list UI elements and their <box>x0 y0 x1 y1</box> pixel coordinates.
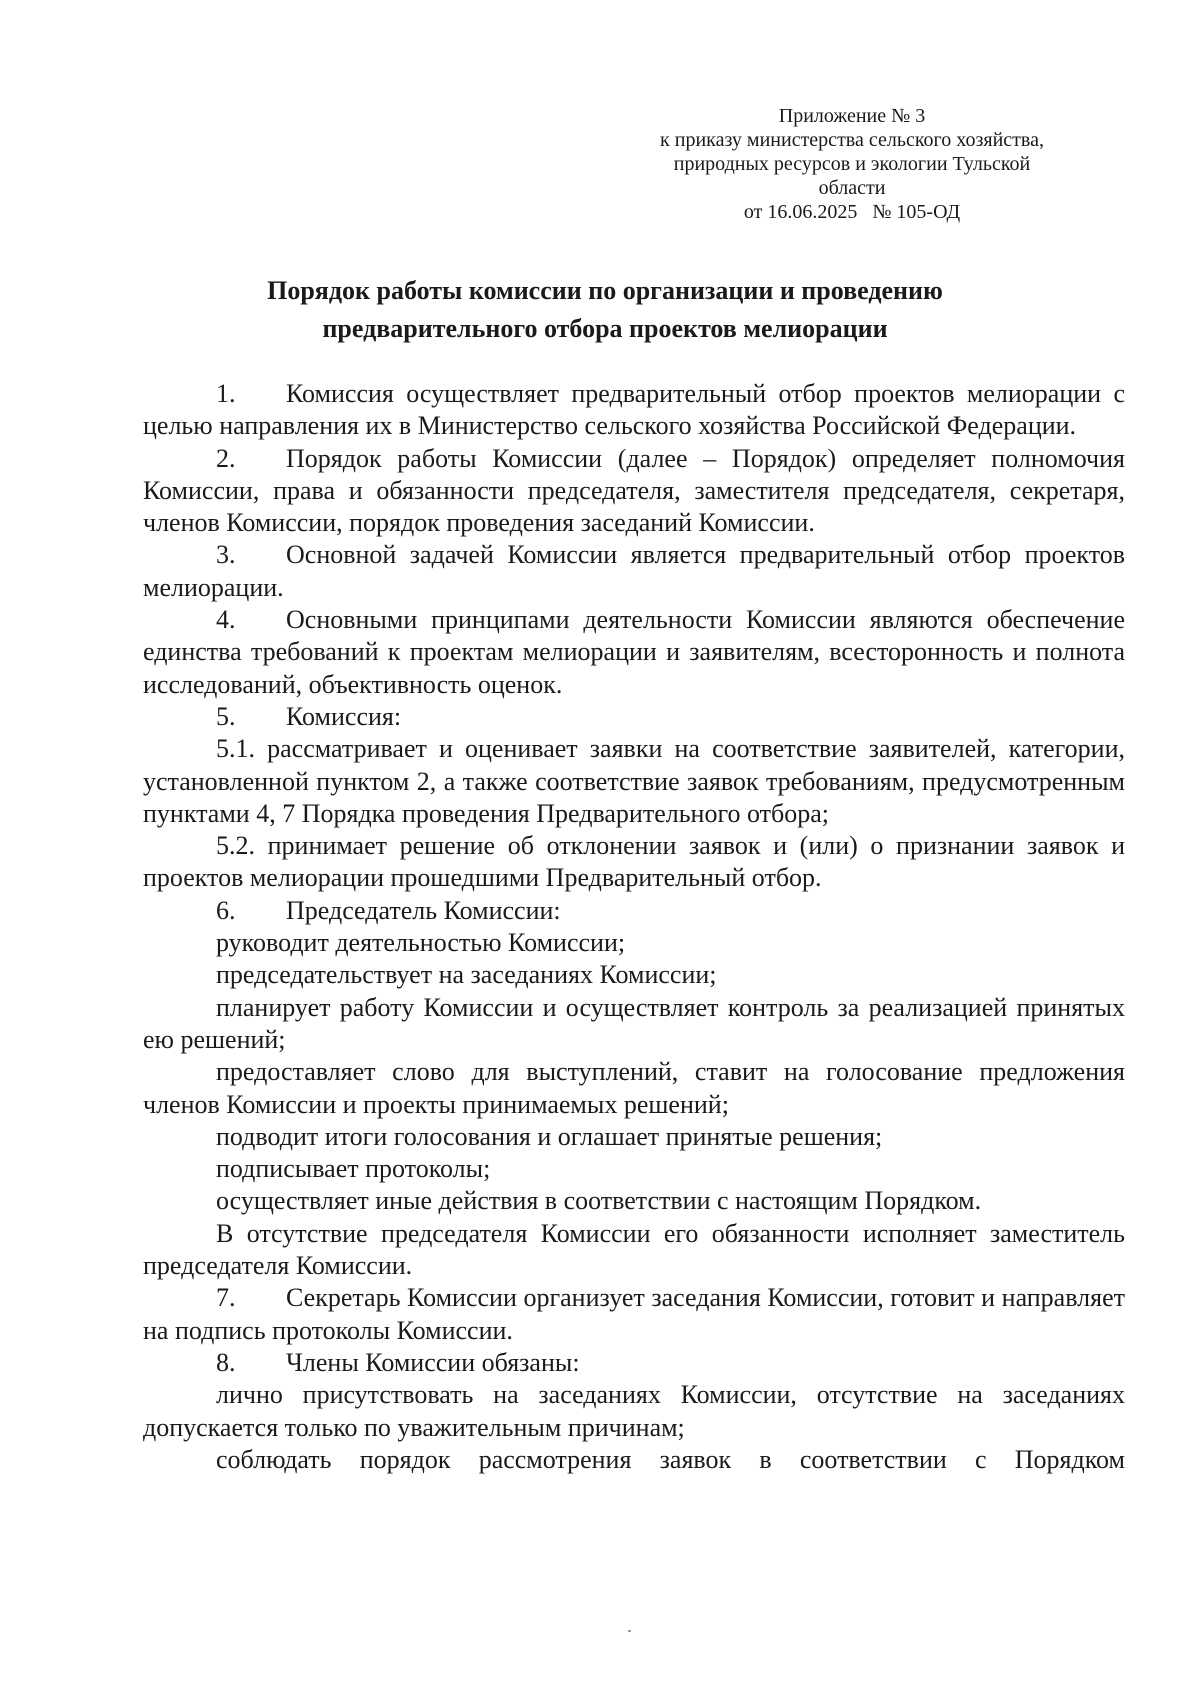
member-duty-2 <box>143 1444 1125 1476</box>
chairman-duty-2 <box>143 959 1125 991</box>
appendix-header <box>612 104 1092 224</box>
document-title <box>150 272 1060 348</box>
paragraph-number: 7. <box>216 1283 236 1313</box>
paragraph-text: предоставляет слово для выступлений, ставит на голосование предложения членов Комиссии и проекты принимаемых решений; <box>143 1057 1125 1119</box>
paragraph-text: 5.2. принимает решение об отклонении заявок и (или) о признании заявок и проектов мелиорации прошедшими Предварительный отбор. <box>143 831 1125 893</box>
paragraph-number: 6. <box>216 895 236 925</box>
paragraph-7 <box>143 1282 1125 1347</box>
paragraph-text: Основной задачей Комиссии является предварительный отбор проектов мелиорации. <box>143 540 1125 602</box>
paragraph-1 <box>143 378 1125 443</box>
paragraph-number: 8. <box>216 1347 236 1377</box>
scan-artifact <box>628 1630 631 1632</box>
paragraph-text: 5.1. рассматривает и оценивает заявки на соответствие заявителей, категории, установленной пунктом 2, а также соответствие заявок требованиям, предусмотренным пунктами 4, 7 Порядка проведения Предварительного отбора; <box>143 734 1125 828</box>
chairman-duty-4 <box>143 1056 1125 1121</box>
paragraph-2 <box>143 443 1125 540</box>
appendix-ministry-line: природных ресурсов и экологии Тульской <box>673 153 1031 175</box>
title-line-1: Порядок работы комиссии по организации и проведению <box>267 276 943 305</box>
paragraph-number: 3. <box>216 540 236 570</box>
paragraph-number: 5. <box>216 701 236 731</box>
paragraph-text: Председатель Комиссии: <box>286 895 561 925</box>
paragraph-4 <box>143 604 1125 701</box>
paragraph-text: руководит деятельностью Комиссии; <box>216 928 626 958</box>
paragraph-text: Основными принципами деятельности Комиссии являются обеспечение единства требований к проектам мелиорации и заявителям, всесторонность и полнота исследований, объективность оценок. <box>143 605 1125 699</box>
chairman-duty-6 <box>143 1153 1125 1185</box>
paragraph-text: Комиссия осуществляет предварительный отбор проектов мелиорации с целью направления их в Министерство сельского хозяйства Российской Федерации. <box>143 379 1125 441</box>
paragraph-text: подписывает протоколы; <box>216 1154 491 1184</box>
paragraph-text: Члены Комиссии обязаны: <box>286 1347 580 1377</box>
paragraph-5-1 <box>143 733 1125 830</box>
paragraph-text: председательствует на заседаниях Комиссии; <box>216 960 717 990</box>
paragraph-8 <box>143 1347 1125 1379</box>
paragraph-text: Порядок работы Комиссии (далее – Порядок) определяет полномочия Комиссии, права и обязанности председателя, заместителя председателя, секретаря, членов Комиссии, порядок проведения заседаний Комиссии. <box>143 443 1125 538</box>
paragraph-number: 2. <box>216 443 236 473</box>
paragraph-5 <box>143 701 1125 733</box>
paragraph-text: подводит итоги голосования и оглашает принятые решения; <box>216 1121 883 1151</box>
appendix-number: Приложение № 3 <box>778 105 926 127</box>
paragraph-text: В отсутствие председателя Комиссии его обязанности исполняет заместитель председателя Комиссии. <box>143 1218 1125 1281</box>
appendix-order-line: к приказу министерства сельского хозяйства, <box>660 129 1044 151</box>
paragraph-number: 4. <box>216 605 236 635</box>
chairman-duty-1 <box>143 927 1125 959</box>
paragraph-text: планирует работу Комиссии и осуществляет контроль за реализацией принятых ею решений; <box>143 992 1125 1054</box>
title-line-2: предварительного отбора проектов мелиорации <box>322 314 888 343</box>
paragraph-text: Комиссия: <box>286 701 402 731</box>
paragraph-text: лично присутствовать на заседаниях Комиссии, отсутствие на заседаниях допускается только по уважительным причинам; <box>143 1380 1125 1442</box>
chairman-duty-5 <box>143 1121 1125 1153</box>
paragraph-text: осуществляет иные действия в соответствии с настоящим Порядком. <box>216 1186 982 1216</box>
appendix-region-line: области <box>818 177 886 199</box>
paragraph-text: Секретарь Комиссии организует заседания Комиссии, готовит и направляет на подпись протоколы Комиссии. <box>143 1283 1125 1345</box>
chairman-absence <box>143 1218 1125 1283</box>
chairman-duty-7 <box>143 1185 1125 1217</box>
chairman-duty-3 <box>143 992 1125 1057</box>
paragraph-3 <box>143 539 1125 604</box>
paragraph-number: 1. <box>216 379 236 408</box>
paragraph-6 <box>143 895 1125 927</box>
appendix-date-line: от 16.06.2025 № 105-ОД <box>743 201 961 223</box>
document-body <box>143 378 1125 1476</box>
member-duty-1 <box>143 1379 1125 1444</box>
paragraph-5-2 <box>143 830 1125 895</box>
paragraph-text: соблюдать порядок рассмотрения заявок в соответствии с Порядком <box>216 1444 1125 1474</box>
